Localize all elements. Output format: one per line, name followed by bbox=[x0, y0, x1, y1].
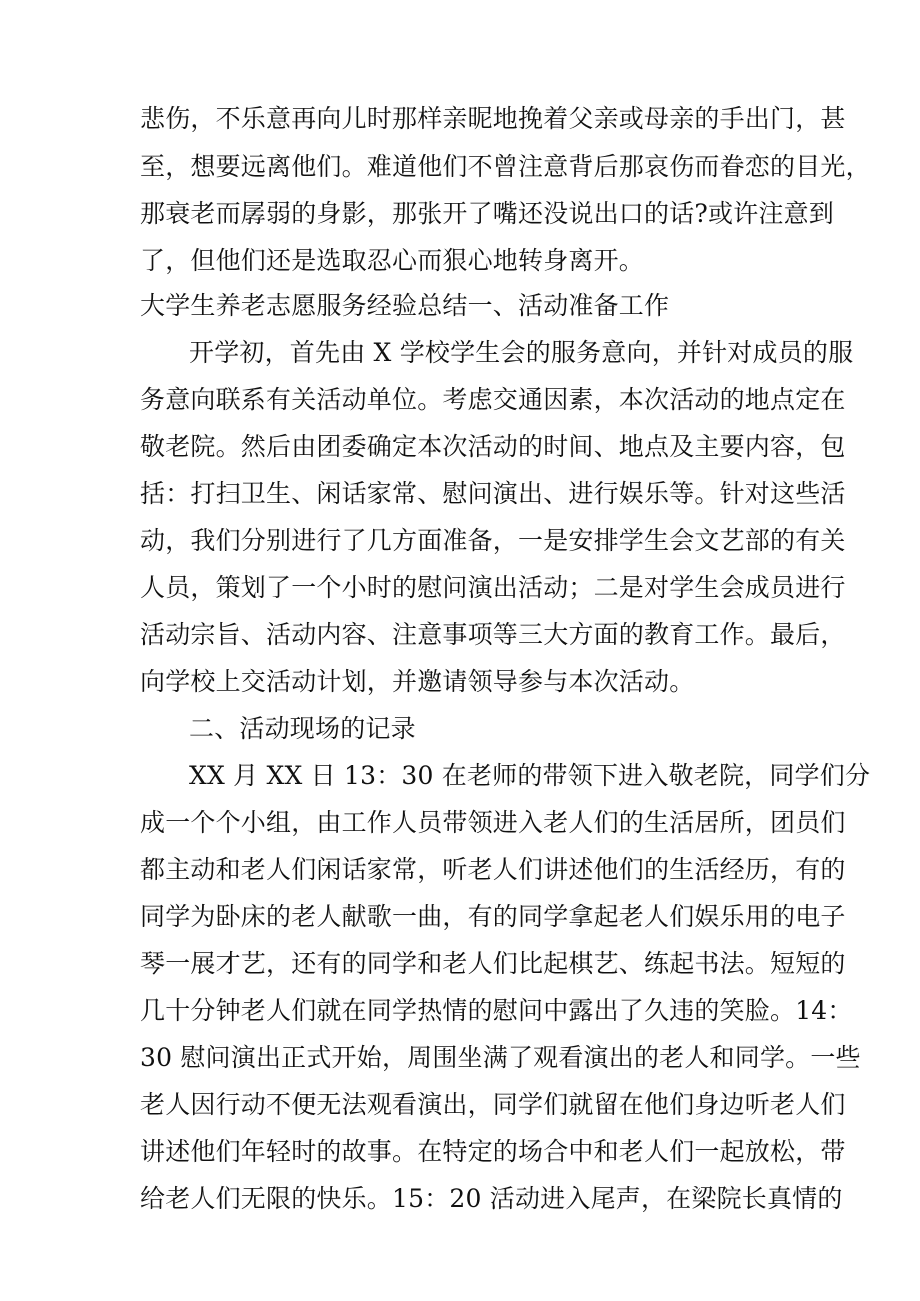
text-line: 敬老院。然后由团委确定本次活动的时间、地点及主要内容，包 bbox=[140, 432, 846, 461]
text-line: 悲伤，不乐意再向儿时那样亲昵地挽着父亲或母亲的手出门，甚 bbox=[140, 104, 846, 133]
section-heading: 二、活动现场的记录 bbox=[189, 714, 416, 743]
text-line: 成一个个小组，由工作人员带领进入老人们的生活居所，团员们 bbox=[140, 808, 846, 837]
text-line: 开学初，首先由 X 学校学生会的服务意向，并针对成员的服 bbox=[189, 338, 854, 367]
text-line: 人员，策划了一个小时的慰问演出活动；二是对学生会成员进行 bbox=[140, 573, 846, 602]
text-line: 动，我们分别进行了几方面准备，一是安排学生会文艺部的有关 bbox=[140, 526, 846, 555]
text-line: 了，但他们还是选取忍心而狠心地转身离开。 bbox=[140, 246, 645, 275]
text-line: 几十分钟老人们就在同学热情的慰问中露出了久违的笑脸。14： bbox=[140, 996, 853, 1025]
section-heading: 大学生养老志愿服务经验总结一、活动准备工作 bbox=[140, 291, 670, 320]
text-line: XX 月 XX 日 13：30 在老师的带领下进入敬老院，同学们分 bbox=[189, 761, 871, 790]
text-line: 至，想要远离他们。难道他们不曾注意背后那哀伤而眷恋的目光， bbox=[140, 152, 871, 181]
text-line: 向学校上交活动计划，并邀请领导参与本次活动。 bbox=[140, 667, 695, 696]
text-line: 括：打扫卫生、闲话家常、慰问演出、进行娱乐等。针对这些活 bbox=[140, 479, 846, 508]
text-line: 30 慰问演出正式开始，周围坐满了观看演出的老人和同学。一些 bbox=[140, 1043, 861, 1072]
text-line: 琴一展才艺，还有的同学和老人们比起棋艺、练起书法。短短的 bbox=[140, 949, 846, 978]
text-line: 同学为卧床的老人献歌一曲，有的同学拿起老人们娱乐用的电子 bbox=[140, 902, 846, 931]
text-line: 都主动和老人们闲话家常，听老人们讲述他们的生活经历，有的 bbox=[140, 855, 846, 884]
text-line: 那衰老而孱弱的身影，那张开了嘴还没说出口的话?或许注意到 bbox=[140, 199, 835, 228]
text-line: 务意向联系有关活动单位。考虑交通因素，本次活动的地点定在 bbox=[140, 385, 846, 414]
text-line: 老人因行动不便无法观看演出，同学们就留在他们身边听老人们 bbox=[140, 1090, 846, 1119]
text-line: 给老人们无限的快乐。15：20 活动进入尾声，在梁院长真情的 bbox=[140, 1184, 843, 1213]
text-line: 活动宗旨、活动内容、注意事项等三大方面的教育工作。最后， bbox=[140, 620, 846, 649]
text-line: 讲述他们年轻时的故事。在特定的场合中和老人们一起放松，带 bbox=[140, 1137, 846, 1166]
